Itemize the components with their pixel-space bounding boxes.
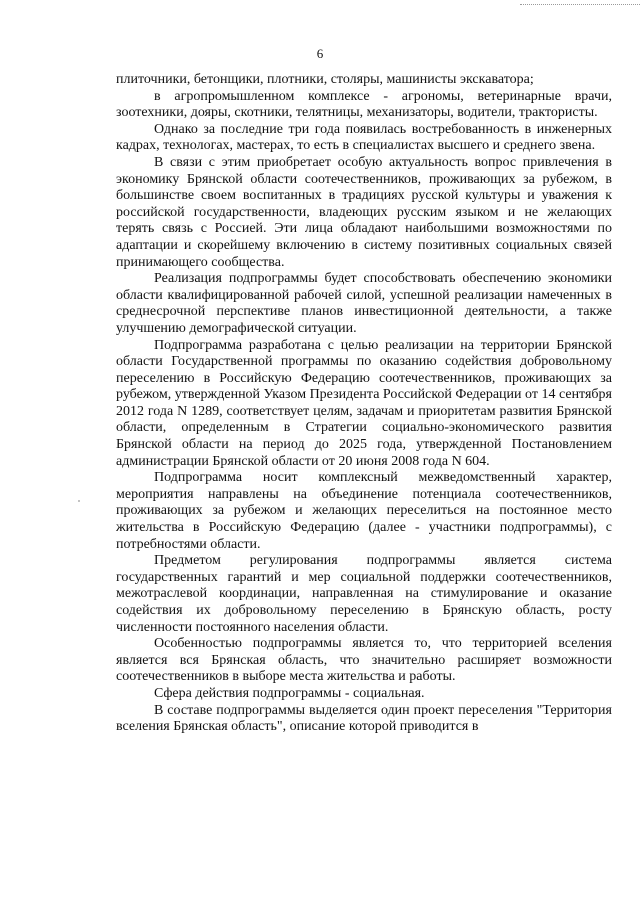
scan-artifact-line <box>520 4 640 7</box>
paragraph-regulation-subject: Предметом регулирования подпрограммы является система государственных гарантий и мер социальной поддержки соотечественников, межотраслевой координации, направленная на стимулирование и оказание содействия их добровольному переселению в Брянскую область, росту численности постоянного населения области. <box>116 553 612 635</box>
paragraph-resettlement-project: В составе подпрограммы выделяется один проект переселения "Территория вселения Брянская область", описание которой приводится в <box>116 702 612 735</box>
page-number: 6 <box>316 46 324 61</box>
paragraph-compatriots-relevance: В связи с этим приобретает особую актуальность вопрос привлечения в экономику Брянской области соотечественников, проживающих за рубежом, в большинстве своем воспитанных в традициях русской культуры и уважения к российской государственности, владеющих русским языком и не желающих терять связь с Россией. Эти лица обладают наибольшими возможностями по адаптации и скорейшему включению в систему позитивных социальных связей принимающего сообщества. <box>116 154 612 270</box>
paragraph-implementation-benefits: Реализация подпрограммы будет способствовать обеспечению экономики области квалифицированной рабочей силой, успешной реализации намеченных в среднесрочной перспективе планов инвестиционной деятельности, а также улучшению демографической ситуации. <box>116 271 612 336</box>
paragraph-occupations-agro: в агропромышленном комплексе - агрономы, ветеринарные врачи, зоотехники, дояры, скотники, телятницы, механизаторы, водители, трактористы. <box>116 88 612 121</box>
document-body <box>116 72 612 736</box>
paragraph-program-scope: Сфера действия подпрограммы - социальная. <box>154 685 425 701</box>
paragraph-program-basis: Подпрограмма разработана с целью реализации на территории Брянской области Государственной программы по оказанию содействия добровольному переселению в Российскую Федерацию соотечественников, проживающих за рубежом, утвержденной Указом Президента Российской Федерации от 14 сентября 2012 года N 1289, соответствует целям, задачам и приоритетам развития Брянской области, определенным в Стратегии социально-экономического развития Брянской области на период до 2025 года, утвержденной Постановлением администрации Брянской области от 20 июня 2008 года N 604. <box>116 337 612 469</box>
paragraph-program-feature: Особенностью подпрограммы является то, что территорией вселения является вся Брянская область, что значительно расширяет возможности соотечественников в выборе места жительства и работы. <box>116 636 612 685</box>
paragraph-engineering-demand: Однако за последние три года появилась востребованность в инженерных кадрах, технологах, мастерах, то есть в специалистах высшего и среднего звена. <box>116 121 612 154</box>
paragraph-occupations-construction: плиточники, бетонщики, плотники, столяры, машинисты экскаватора; <box>116 72 534 87</box>
scan-artifact-dot <box>78 500 80 502</box>
paragraph-program-character: Подпрограмма носит комплексный межведомственный характер, мероприятия направлены на объединение потенциала соотечественников, проживающих за рубежом и желающих переселиться на постоянное место жительства в Российскую Федерацию (далее - участники подпрограммы), с потребностями области. <box>116 470 612 552</box>
